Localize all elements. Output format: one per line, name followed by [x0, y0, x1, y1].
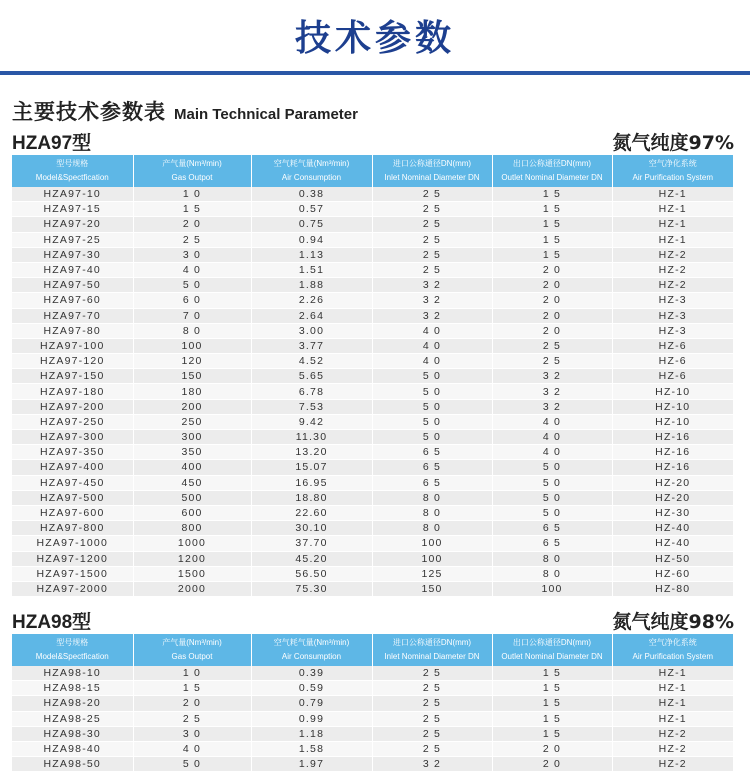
table-cell: 5 0 [133, 757, 251, 772]
table-cell: 3 2 [492, 399, 612, 414]
table-cell: 2 5 [133, 711, 251, 726]
table-cell: 15.07 [251, 460, 372, 475]
table-cell: 2 5 [372, 681, 492, 696]
table-cell: 1 5 [492, 217, 612, 232]
table-cell: HZ-16 [612, 445, 733, 460]
table-cell: 1.18 [251, 726, 372, 741]
table-cell: 2 5 [372, 711, 492, 726]
table-row [12, 460, 733, 475]
header-label-zh: 进口公称通径DN(mm) [392, 638, 472, 647]
table-row [12, 521, 733, 536]
table-cell: 1.51 [251, 262, 372, 277]
header-label-en: Inlet Nominal Diameter DN [384, 173, 480, 182]
table-cell: HZ-1 [612, 232, 733, 247]
table-cell: 56.50 [251, 566, 372, 581]
column-header [251, 634, 372, 666]
header-label-zh: 产气量(Nm³/min) [162, 638, 222, 647]
table-cell: 2 5 [492, 354, 612, 369]
table-cell: HZA97-350 [12, 445, 133, 460]
table-cell: HZA98-40 [12, 741, 133, 756]
section-title-zh: 主要技术参数表 [12, 100, 166, 124]
table-cell: HZ-10 [612, 414, 733, 429]
table-row [12, 262, 733, 277]
table-row [12, 217, 733, 232]
table-cell: 300 [133, 430, 251, 445]
table-cell: 7.53 [251, 399, 372, 414]
table-cell: 0.38 [251, 187, 372, 202]
table-cell: 1.13 [251, 247, 372, 262]
table-cell: 5 0 [372, 384, 492, 399]
table-cell: 8 0 [372, 490, 492, 505]
purity-label: 氮气纯度98% [612, 611, 734, 633]
table-cell: 100 [133, 338, 251, 353]
table-cell: 1 5 [492, 711, 612, 726]
table-cell: 3 2 [372, 308, 492, 323]
table-cell: 350 [133, 445, 251, 460]
table-cell: 5.65 [251, 369, 372, 384]
table-cell: HZA97-40 [12, 262, 133, 277]
table-cell: 4 0 [372, 323, 492, 338]
table-cell: 8 0 [372, 505, 492, 520]
table-cell: 1 5 [133, 202, 251, 217]
column-header [492, 634, 612, 666]
table-cell: 2.26 [251, 293, 372, 308]
table-cell: 8 0 [492, 566, 612, 581]
table-cell: 3 2 [492, 384, 612, 399]
table-cell: 5 0 [492, 460, 612, 475]
header-label-zh: 出口公称通径DN(mm) [512, 638, 592, 647]
table-row [12, 338, 733, 353]
table-cell: HZA98-10 [12, 666, 133, 681]
table-cell: 5 0 [492, 490, 612, 505]
table-cell: 150 [372, 581, 492, 596]
table-cell: 6.78 [251, 384, 372, 399]
table-row [12, 384, 733, 399]
table-cell: HZA97-30 [12, 247, 133, 262]
section-heading [12, 96, 358, 126]
table-row [12, 490, 733, 505]
table-cell: 2 0 [492, 308, 612, 323]
table-cell: 2 0 [492, 741, 612, 756]
header-label-zh: 型号规格 [56, 159, 89, 168]
table-cell: 4 0 [133, 262, 251, 277]
table-cell: HZ-2 [612, 757, 733, 772]
table-cell: 2 5 [372, 741, 492, 756]
table-cell: HZA98-20 [12, 696, 133, 711]
table-row [12, 308, 733, 323]
header-label-zh: 进口公称通径DN(mm) [392, 159, 472, 168]
table-cell: 120 [133, 354, 251, 369]
table-cell: HZ-2 [612, 278, 733, 293]
table-cell: HZ-1 [612, 202, 733, 217]
table-cell: HZA97-2000 [12, 581, 133, 596]
table-cell: 180 [133, 384, 251, 399]
table-row [12, 354, 733, 369]
table-cell: 2 5 [372, 726, 492, 741]
table-cell: HZA97-80 [12, 323, 133, 338]
table-cell: HZA98-30 [12, 726, 133, 741]
header-label-en: Outlet Nominal Diameter DN [501, 652, 603, 661]
table-cell: 4 0 [492, 414, 612, 429]
column-header [12, 634, 133, 666]
table-cell: 2 0 [133, 217, 251, 232]
table-cell: HZA97-150 [12, 369, 133, 384]
table-cell: 3.77 [251, 338, 372, 353]
table-cell: 0.79 [251, 696, 372, 711]
table-cell: HZ-6 [612, 338, 733, 353]
table-cell: HZ-2 [612, 726, 733, 741]
table-cell: 6 5 [372, 475, 492, 490]
table-cell: 6 5 [492, 521, 612, 536]
table-cell: HZ-60 [612, 566, 733, 581]
table-row [12, 445, 733, 460]
table-cell: 100 [372, 551, 492, 566]
table-cell: HZ-1 [612, 696, 733, 711]
table-cell: 75.30 [251, 581, 372, 596]
table-cell: 5 0 [372, 414, 492, 429]
model-title: HZA97型 [12, 133, 92, 154]
header-label-zh: 产气量(Nm³/min) [162, 159, 222, 168]
table-cell: 4 0 [372, 338, 492, 353]
column-header [612, 634, 733, 666]
table-cell: 0.57 [251, 202, 372, 217]
table-cell: 600 [133, 505, 251, 520]
table-row [12, 399, 733, 414]
table-cell: 3 0 [133, 726, 251, 741]
table-cell: 1 0 [133, 187, 251, 202]
table-cell: HZA97-1500 [12, 566, 133, 581]
table-row [12, 202, 733, 217]
table-row [12, 278, 733, 293]
table-cell: HZ-1 [612, 217, 733, 232]
table-cell: 400 [133, 460, 251, 475]
table-cell: HZA98-50 [12, 757, 133, 772]
header-label-en: Air Consumption [281, 652, 342, 661]
table-cell: 1 5 [492, 726, 612, 741]
table-row [12, 232, 733, 247]
table-cell: HZ-3 [612, 323, 733, 338]
table-row [12, 430, 733, 445]
table-cell: 2 0 [133, 696, 251, 711]
table-cell: 1 5 [492, 187, 612, 202]
table-cell: 2 5 [372, 232, 492, 247]
table-row [12, 757, 733, 772]
table-cell: 6 5 [372, 445, 492, 460]
table-cell: HZA97-800 [12, 521, 133, 536]
table-cell: 37.70 [251, 536, 372, 551]
table-cell: HZ-2 [612, 741, 733, 756]
table-cell: 16.95 [251, 475, 372, 490]
header-label-zh: 空气净化系统 [648, 638, 697, 647]
header-label-en: Model&Spectfication [35, 652, 109, 661]
table-cell: 0.59 [251, 681, 372, 696]
table-cell: 6 5 [492, 536, 612, 551]
table-row [12, 711, 733, 726]
header-label-en: Air Consumption [281, 173, 342, 182]
table-cell: HZA97-70 [12, 308, 133, 323]
column-header [251, 155, 372, 187]
table-cell: HZA97-100 [12, 338, 133, 353]
header-label-en: Model&Spectfication [35, 173, 109, 182]
table-cell: 5 0 [492, 475, 612, 490]
table-cell: 125 [372, 566, 492, 581]
table-cell: HZA97-25 [12, 232, 133, 247]
table-cell: 4 0 [133, 741, 251, 756]
table-cell: HZA97-600 [12, 505, 133, 520]
table-cell: 200 [133, 399, 251, 414]
table-cell: 2 0 [492, 323, 612, 338]
table-cell: HZA97-10 [12, 187, 133, 202]
table-row [12, 741, 733, 756]
table-cell: 2 5 [372, 217, 492, 232]
table-cell: HZ-1 [612, 711, 733, 726]
table-cell: 3 2 [372, 278, 492, 293]
table-cell: 5 0 [372, 430, 492, 445]
table-row [12, 726, 733, 741]
table-cell: 3 2 [372, 293, 492, 308]
table-cell: 2 5 [372, 666, 492, 681]
table-cell: HZ-10 [612, 399, 733, 414]
table-cell: HZA97-1000 [12, 536, 133, 551]
table-cell: HZ-1 [612, 666, 733, 681]
table-cell: 2 5 [133, 232, 251, 247]
table-cell: 2 0 [492, 278, 612, 293]
column-header [372, 634, 492, 666]
table-row [12, 551, 733, 566]
table-cell: 0.75 [251, 217, 372, 232]
table-cell: HZA97-300 [12, 430, 133, 445]
table-cell: 1 0 [133, 666, 251, 681]
table-cell: 150 [133, 369, 251, 384]
table-cell: HZA97-500 [12, 490, 133, 505]
table-cell: 3 2 [372, 757, 492, 772]
table-cell: 4.52 [251, 354, 372, 369]
table-cell: 1 5 [492, 202, 612, 217]
hza97-block [0, 128, 750, 595]
table-cell: 2 0 [492, 757, 612, 772]
table-cell: HZA97-180 [12, 384, 133, 399]
table-cell: 1000 [133, 536, 251, 551]
table-cell: HZ-40 [612, 536, 733, 551]
table-cell: HZ-2 [612, 247, 733, 262]
table-cell: 3 2 [492, 369, 612, 384]
table-cell: 2 0 [492, 262, 612, 277]
table-cell: 2 5 [372, 187, 492, 202]
header-label-en: Air Purification System [632, 652, 713, 661]
spec-table-hza97 [12, 155, 733, 597]
table-cell: 11.30 [251, 430, 372, 445]
table-cell: 6 5 [372, 460, 492, 475]
table-cell: 2000 [133, 581, 251, 596]
table-row [12, 581, 733, 596]
column-header [372, 155, 492, 187]
header-label-en: Inlet Nominal Diameter DN [384, 652, 480, 661]
table-cell: HZ-10 [612, 384, 733, 399]
column-header [492, 155, 612, 187]
table-cell: HZ-16 [612, 460, 733, 475]
table-cell: 1.97 [251, 757, 372, 772]
header-label-en: Gas Outpot [171, 173, 213, 182]
header-label-en: Outlet Nominal Diameter DN [501, 173, 603, 182]
table-cell: 5 0 [372, 399, 492, 414]
purity-label: 氮气纯度97% [612, 132, 734, 154]
column-header [133, 155, 251, 187]
header-label-zh: 空气净化系统 [648, 159, 697, 168]
table-cell: 9.42 [251, 414, 372, 429]
section-title-en: Main Technical Parameter [174, 106, 358, 123]
header-label-zh: 空气耗气量(Nm³/min) [273, 638, 350, 647]
table-cell: 5 0 [133, 278, 251, 293]
table-cell: HZ-6 [612, 354, 733, 369]
header-label-zh: 出口公称通径DN(mm) [512, 159, 592, 168]
table-cell: HZ-50 [612, 551, 733, 566]
table-cell: 1500 [133, 566, 251, 581]
title-divider [0, 71, 750, 75]
table-cell: 1200 [133, 551, 251, 566]
table-cell: 3 0 [133, 247, 251, 262]
table-cell: 2 0 [492, 293, 612, 308]
table-row [12, 323, 733, 338]
table-cell: HZA97-15 [12, 202, 133, 217]
table-cell: HZA97-1200 [12, 551, 133, 566]
table-cell: 22.60 [251, 505, 372, 520]
table-cell: 4 0 [492, 445, 612, 460]
table-row [12, 369, 733, 384]
table-row [12, 475, 733, 490]
table-cell: HZ-16 [612, 430, 733, 445]
table-cell: 8 0 [372, 521, 492, 536]
table-cell: HZ-3 [612, 293, 733, 308]
table-cell: 8 0 [492, 551, 612, 566]
table-cell: HZ-20 [612, 490, 733, 505]
table-cell: 0.39 [251, 666, 372, 681]
table-row [12, 293, 733, 308]
table-cell: 0.99 [251, 711, 372, 726]
table-cell: 18.80 [251, 490, 372, 505]
table-cell: HZ-40 [612, 521, 733, 536]
table-row [12, 536, 733, 551]
table-cell: HZ-6 [612, 369, 733, 384]
table-cell: 4 0 [372, 354, 492, 369]
table-row [12, 505, 733, 520]
header-label-zh: 型号规格 [56, 638, 89, 647]
table-cell: HZA97-60 [12, 293, 133, 308]
table-row [12, 666, 733, 681]
table-cell: HZ-1 [612, 187, 733, 202]
table-cell: HZA97-450 [12, 475, 133, 490]
table-cell: 100 [492, 581, 612, 596]
table-cell: 30.10 [251, 521, 372, 536]
table-cell: 2 5 [372, 262, 492, 277]
table-cell: 1 5 [492, 247, 612, 262]
table-cell: 1 5 [492, 681, 612, 696]
table-cell: 3.00 [251, 323, 372, 338]
table-cell: 500 [133, 490, 251, 505]
table-cell: 2 5 [372, 696, 492, 711]
column-header [12, 155, 133, 187]
table-cell: HZ-30 [612, 505, 733, 520]
table-cell: 2 5 [372, 247, 492, 262]
table-cell: 13.20 [251, 445, 372, 460]
column-header [612, 155, 733, 187]
table-cell: HZA97-200 [12, 399, 133, 414]
header-label-zh: 空气耗气量(Nm³/min) [273, 159, 350, 168]
page-title: 技术参数 [294, 17, 455, 59]
table-cell: 1 5 [133, 681, 251, 696]
table-cell: 4 0 [492, 430, 612, 445]
table-cell: 8 0 [133, 323, 251, 338]
table-cell: 1 5 [492, 232, 612, 247]
table-cell: 5 0 [372, 369, 492, 384]
table-cell: 7 0 [133, 308, 251, 323]
table-cell: HZ-2 [612, 262, 733, 277]
table-cell: 5 0 [492, 505, 612, 520]
table-cell: 800 [133, 521, 251, 536]
table-cell: HZ-3 [612, 308, 733, 323]
table-cell: 45.20 [251, 551, 372, 566]
table-cell: HZA98-15 [12, 681, 133, 696]
table-cell: HZ-20 [612, 475, 733, 490]
table-cell: HZA97-20 [12, 217, 133, 232]
table-cell: 450 [133, 475, 251, 490]
table-cell: HZ-80 [612, 581, 733, 596]
column-header [133, 634, 251, 666]
table-cell: HZ-1 [612, 681, 733, 696]
model-title: HZA98型 [12, 612, 92, 633]
table-row [12, 696, 733, 711]
table-cell: HZA97-120 [12, 354, 133, 369]
table-cell: 2 5 [492, 338, 612, 353]
table-cell: 1 5 [492, 666, 612, 681]
table-cell: 2 5 [372, 202, 492, 217]
table-cell: 1 5 [492, 696, 612, 711]
header-label-en: Air Purification System [632, 173, 713, 182]
table-row [12, 187, 733, 202]
table-cell: HZA97-50 [12, 278, 133, 293]
table-row [12, 566, 733, 581]
table-cell: 0.94 [251, 232, 372, 247]
table-cell: 100 [372, 536, 492, 551]
table-cell: 2.64 [251, 308, 372, 323]
table-cell: 1.88 [251, 278, 372, 293]
table-cell: 250 [133, 414, 251, 429]
table-row [12, 681, 733, 696]
hza98-block [0, 607, 750, 771]
table-cell: 1.58 [251, 741, 372, 756]
table-row [12, 247, 733, 262]
table-cell: HZA98-25 [12, 711, 133, 726]
header-label-en: Gas Outpot [171, 652, 213, 661]
table-cell: HZA97-250 [12, 414, 133, 429]
table-cell: 6 0 [133, 293, 251, 308]
table-row [12, 414, 733, 429]
table-cell: HZA97-400 [12, 460, 133, 475]
spec-table-hza98 [12, 634, 733, 772]
